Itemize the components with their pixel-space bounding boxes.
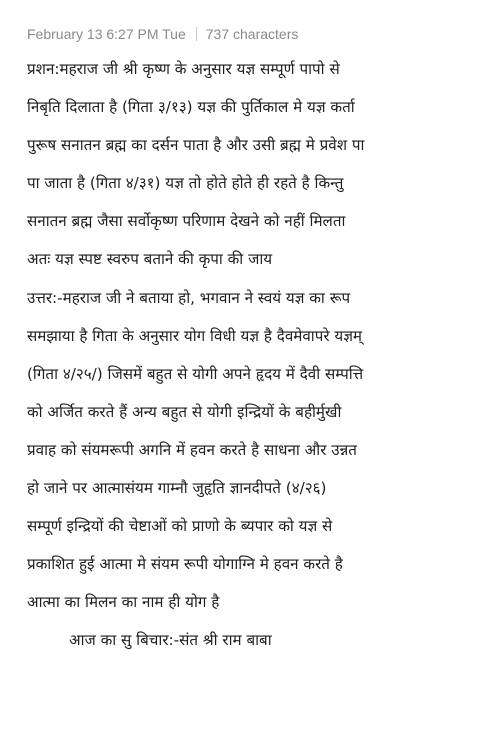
note-line: को अर्जित करते हैं अन्य बहुत से योगी इन्द्रियों के बहीर्मुखी: [27, 402, 342, 421]
note-line: प्रशन:महराज जी श्री कृष्ण के अनुसार यज्ञ सम्पूर्ण पापो से: [27, 60, 340, 78]
note-line: सनातन ब्रह्म जैसा सर्वोकृष्ण परिणाम देखने को नहीं मिलता: [27, 212, 346, 231]
note-datetime: February 13 6:27 PM Tue: [27, 26, 186, 42]
note-line: आत्मा का मिलन का नाम ही योग है: [27, 593, 220, 612]
note-line: पुरूष सनातन ब्रह्म का दर्सन पाता है और उसी ब्रह्म मे प्रवेश पा: [27, 136, 365, 155]
note-line: पा जाता है (गिता ४/३१) यज्ञ तो होते होते ही रहते है किन्तु: [27, 174, 344, 193]
note-line: समझाया है गिता के अनुसार योग विधी यज्ञ है दैवमेवापरे यज्ञम्: [27, 326, 363, 345]
note-line: हो जाने पर आत्मासंयम गाम्नौ जुहृति ज्ञानदीपते (४/२६): [27, 479, 327, 498]
note-line: उत्तर:-महराज जी ने बताया हो, भगवान ने स्वयं यज्ञ का रूप: [27, 288, 351, 307]
note-line-signature: आज का सु बिचार:-संत श्री राम बाबा: [69, 631, 272, 650]
note-line: प्रवाह को संयमरूपी अगनि में हवन करते है साधना और उन्नत: [27, 440, 357, 459]
note-line: सम्पूर्ण इन्द्रियों की चेष्टाओं को प्राणो के ब्यपार को यज्ञ से: [27, 517, 333, 536]
note-line: (गिता ४/२५/) जिसमें बहुत से योगी अपने हृदय में दैवी सम्पत्ति: [27, 364, 364, 383]
note-line: प्रकाशित हुई आत्मा मे संयम रूपी योगाग्नि मे हवन करते है: [27, 555, 343, 574]
note-meta-bar: [27, 24, 298, 44]
character-count: 737 characters: [205, 26, 299, 42]
note-line: निबृति दिलाता है (गिता ३/१३) यज्ञ की पुर्तिकाल मे यज्ञ कर्ता: [27, 98, 355, 117]
note-line: अतः यज्ञ स्पष्ट स्वरुप बताने की कृपा की जाय: [27, 250, 273, 269]
meta-divider: [196, 27, 197, 41]
note-text-editor[interactable]: [27, 50, 467, 660]
